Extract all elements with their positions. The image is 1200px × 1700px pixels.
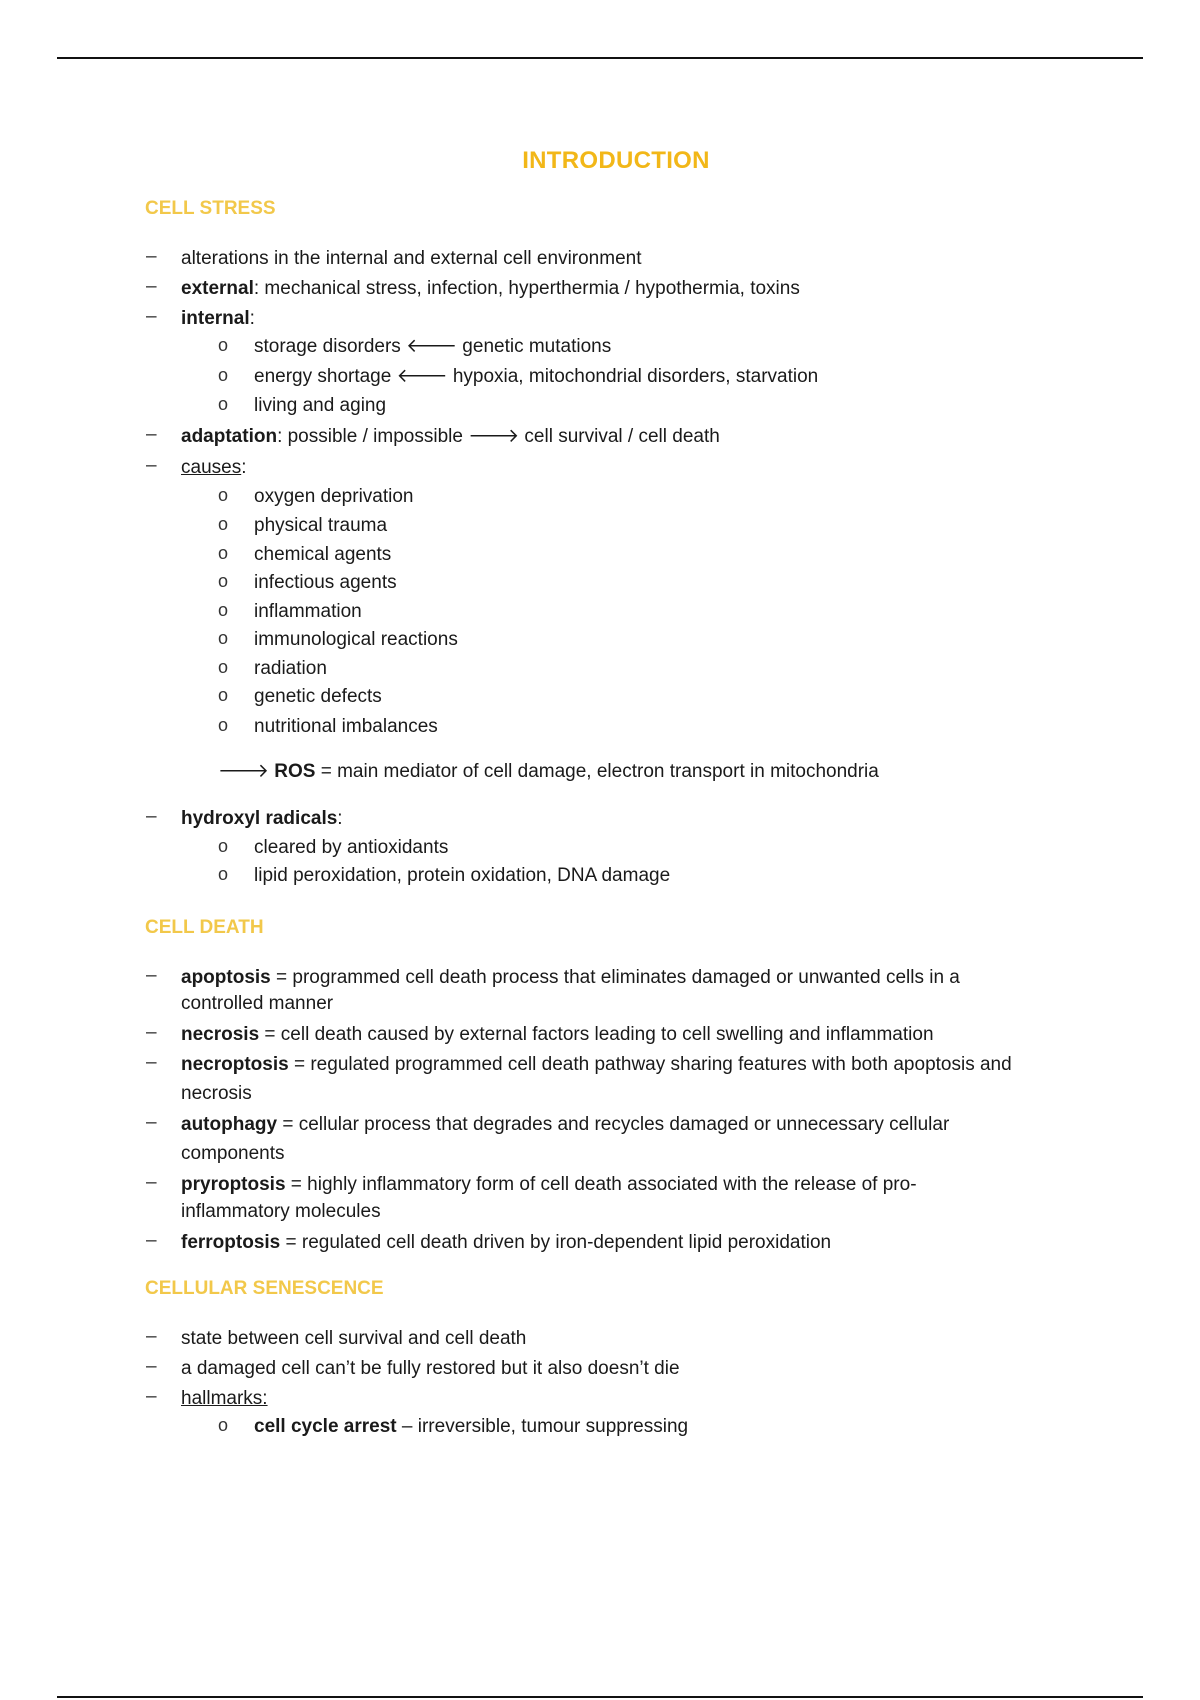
- definition-text: : possible / impossible 🡒 cell survival / cell death: [277, 426, 720, 447]
- dash-bullet: –: [146, 424, 157, 445]
- term-hydroxyl-radicals: hydroxyl radicals: [181, 808, 338, 829]
- circle-bullet: o: [218, 836, 229, 856]
- definition-text: : mechanical stress, infection, hyperthermia / hypothermia, toxins: [253, 278, 800, 299]
- circle-bullet: o: [218, 715, 229, 735]
- section-heading-cellular-senescence: CELLULAR SENESCENCE: [145, 1278, 384, 1299]
- section-heading-cell-stress: CELL STRESS: [145, 198, 276, 219]
- right-arrow-icon: 🡒: [218, 761, 275, 782]
- list-item: [181, 1111, 949, 1139]
- list-item: [181, 805, 343, 833]
- list-item-continuation: necrosis: [181, 1083, 252, 1104]
- sub-list-item: physical trauma: [254, 515, 388, 536]
- sub-list-item: infectious agents: [254, 572, 397, 593]
- definition-text: = cell death caused by external factors leading to cell swelling and inflammation: [259, 1024, 934, 1045]
- term-internal: internal: [181, 308, 250, 329]
- ros-note: [218, 758, 879, 786]
- circle-bullet: o: [218, 864, 229, 884]
- page-title: INTRODUCTION: [522, 147, 710, 174]
- list-item: [181, 1229, 831, 1257]
- definition-text: = highly inflammatory form of cell death associated with the release of pro-: [285, 1174, 917, 1195]
- circle-bullet: o: [218, 628, 229, 648]
- circle-bullet: o: [218, 394, 229, 414]
- colon: :: [241, 457, 247, 478]
- dash-bullet: –: [146, 1386, 157, 1407]
- list-item: [181, 1021, 934, 1049]
- dash-bullet: –: [146, 1022, 157, 1043]
- definition-text: – irreversible, tumour suppressing: [396, 1416, 689, 1437]
- list-item: [181, 275, 800, 303]
- sub-list-item: storage disorders 🡐 genetic mutations: [254, 336, 612, 357]
- sub-list-item: cleared by antioxidants: [254, 837, 449, 858]
- list-item: [181, 964, 960, 992]
- definition-text: = programmed cell death process that eliminates damaged or unwanted cells in a: [270, 967, 960, 988]
- circle-bullet: o: [218, 685, 229, 705]
- list-item: [181, 1171, 917, 1199]
- list-item-continuation: controlled manner: [181, 993, 334, 1014]
- circle-bullet: o: [218, 335, 229, 355]
- dash-bullet: –: [146, 246, 157, 267]
- term-necroptosis: necroptosis: [181, 1054, 289, 1075]
- list-item-continuation: components: [181, 1143, 285, 1164]
- sub-list-item: inflammation: [254, 601, 362, 622]
- sub-list-item: oxygen deprivation: [254, 486, 414, 507]
- circle-bullet: o: [218, 1415, 229, 1435]
- dash-bullet: –: [146, 1326, 157, 1347]
- dash-bullet: –: [146, 1112, 157, 1133]
- list-item: state between cell survival and cell death: [181, 1328, 527, 1349]
- section-heading-cell-death: CELL DEATH: [145, 917, 264, 938]
- definition-text: = regulated cell death driven by iron-dependent lipid peroxidation: [280, 1232, 832, 1253]
- sub-list-item: radiation: [254, 658, 327, 679]
- circle-bullet: o: [218, 571, 229, 591]
- sub-list-item: chemical agents: [254, 544, 392, 565]
- list-item: [181, 454, 246, 482]
- circle-bullet: o: [218, 485, 229, 505]
- list-item-continuation: inflammatory molecules: [181, 1201, 381, 1222]
- circle-bullet: o: [218, 543, 229, 563]
- dash-bullet: –: [146, 276, 157, 297]
- term-hallmarks: hallmarks:: [181, 1388, 268, 1409]
- term-apoptosis: apoptosis: [181, 967, 271, 988]
- circle-bullet: o: [218, 657, 229, 677]
- definition-text: = main mediator of cell damage, electron transport in mitochondria: [315, 761, 879, 782]
- list-item: [181, 1385, 268, 1413]
- sub-list-item: immunological reactions: [254, 629, 458, 650]
- list-item: [181, 305, 255, 333]
- dash-bullet: –: [146, 965, 157, 986]
- top-rule: [57, 57, 1143, 59]
- sub-list-item: nutritional imbalances: [254, 716, 438, 737]
- circle-bullet: o: [218, 365, 229, 385]
- list-item: alterations in the internal and external cell environment: [181, 248, 642, 269]
- list-item: [181, 1051, 1012, 1079]
- dash-bullet: –: [146, 1172, 157, 1193]
- list-item: a damaged cell can’t be fully restored but it also doesn’t die: [181, 1358, 680, 1379]
- sub-list-item: living and aging: [254, 395, 387, 416]
- definition-text: = cellular process that degrades and recycles damaged or unnecessary cellular: [277, 1114, 950, 1135]
- colon: :: [249, 308, 255, 329]
- colon: :: [337, 808, 343, 829]
- circle-bullet: o: [218, 514, 229, 534]
- dash-bullet: –: [146, 1230, 157, 1251]
- dash-bullet: –: [146, 1052, 157, 1073]
- term-ros: ROS: [274, 761, 316, 782]
- sub-list-item: [254, 1413, 688, 1441]
- term-adaptation: adaptation: [181, 426, 278, 447]
- term-cell-cycle-arrest: cell cycle arrest: [254, 1416, 397, 1437]
- definition-text: = regulated programmed cell death pathway sharing features with both apoptosis and: [288, 1054, 1012, 1075]
- term-causes: causes: [181, 457, 242, 478]
- term-ferroptosis: ferroptosis: [181, 1232, 281, 1253]
- term-pyroptosis: pryroptosis: [181, 1174, 286, 1195]
- dash-bullet: –: [146, 455, 157, 476]
- circle-bullet: o: [218, 600, 229, 620]
- term-necrosis: necrosis: [181, 1024, 260, 1045]
- sub-list-item: lipid peroxidation, protein oxidation, DNA damage: [254, 865, 671, 886]
- term-autophagy: autophagy: [181, 1114, 278, 1135]
- bottom-rule: [57, 1696, 1143, 1698]
- dash-bullet: –: [146, 306, 157, 327]
- term-external: external: [181, 278, 254, 299]
- sub-list-item: energy shortage 🡐 hypoxia, mitochondrial disorders, starvation: [254, 366, 819, 387]
- sub-list-item: genetic defects: [254, 686, 382, 707]
- dash-bullet: –: [146, 806, 157, 827]
- list-item: [181, 423, 720, 451]
- dash-bullet: –: [146, 1356, 157, 1377]
